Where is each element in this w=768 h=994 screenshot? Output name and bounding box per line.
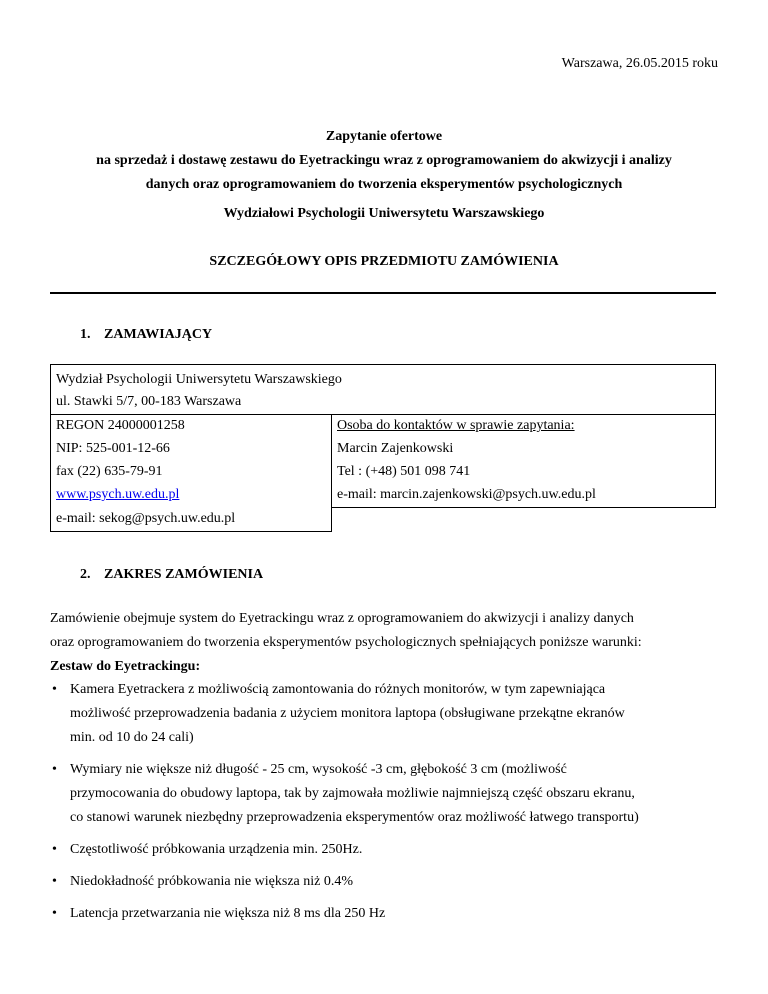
bullet-5-line-1: Latencja przetwarzania nie większa niż 8 ms dla 250 Hz (70, 906, 386, 921)
contact-email: e-mail: marcin.zajenkowski@psych.uw.edu.pl (332, 484, 716, 508)
bullet-icon: • (52, 762, 57, 777)
bullet-2-line-1: Wymiary nie większe niż długość - 25 cm, wysokość -3 cm, głębokość 3 cm (możliwość (70, 762, 567, 777)
section-2-title: ZAKRES ZAMÓWIENIA (104, 567, 264, 582)
bullet-icon: • (52, 682, 57, 697)
contractor-info-table (50, 364, 716, 532)
bullet-1-line-1: Kamera Eyetrackera z możliwością zamontowania do różnych monitorów, w tym zapewniająca (70, 682, 606, 697)
bullet-icon: • (52, 906, 57, 921)
list-item (50, 870, 730, 894)
section-1-heading (80, 327, 212, 343)
contact-name: Marcin Zajenkowski (332, 438, 716, 461)
bullet-2-line-2: przymocowania do obudowy laptopa, tak by zajmowała możliwie najmniejszą część obszaru ekranu, (70, 786, 635, 801)
section-2-heading (80, 567, 263, 583)
eyetracking-subheading: Zestaw do Eyetrackingu: (50, 659, 201, 674)
scope-line-1: Zamówienie obejmuje system do Eyetrackingu wraz z oprogramowaniem do akwizycji i analizy danych (50, 611, 634, 626)
scope-paragraph (50, 607, 730, 679)
bullet-3-line-1: Częstotliwość próbkowania urządzenia min. 250Hz. (70, 842, 363, 857)
org-address: ul. Stawki 5/7, 00-183 Warszawa (51, 391, 716, 415)
document-date: Warszawa, 26.05.2015 roku (561, 56, 718, 71)
org-nip: NIP: 525-001-12-66 (51, 438, 332, 461)
list-item (50, 678, 730, 750)
title-subject-line-2: danych oraz oprogramowaniem do tworzenia eksperymentów psychologicznych (145, 177, 623, 192)
section-main-heading: SZCZEGÓŁOWY OPIS PRZEDMIOTU ZAMÓWIENIA (209, 254, 559, 269)
bullet-icon: • (52, 842, 57, 857)
bullet-4-line-1: Niedokładność próbkowania nie większa niż 0.4% (70, 874, 354, 889)
section-2-number: 2. (80, 567, 91, 582)
org-website-link[interactable]: www.psych.uw.edu.pl (56, 487, 180, 502)
empty-cell (332, 508, 716, 532)
horizontal-divider (50, 292, 716, 294)
org-name: Wydział Psychologii Uniwersytetu Warszawskiego (51, 365, 716, 392)
bullet-icon: • (52, 874, 57, 889)
list-item (50, 902, 730, 926)
section-1-title: ZAMAWIAJĄCY (104, 327, 213, 342)
scope-line-2: oraz oprogramowaniem do tworzenia eksperymentów psychologicznych spełniających poniższe warunki: (50, 635, 642, 650)
requirements-list (50, 678, 730, 934)
contact-label: Osoba do kontaktów w sprawie zapytania: (337, 418, 575, 433)
org-regon: REGON 24000001258 (51, 415, 332, 439)
bullet-1-line-3: min. od 10 do 24 cali) (70, 730, 194, 745)
list-item (50, 838, 730, 862)
bullet-1-line-2: możliwość przeprowadzenia badania z użyciem monitora laptopa (obsługiwane przekątne ekranów (70, 706, 625, 721)
title-subject-line-1: na sprzedaż i dostawę zestawu do Eyetrackingu wraz z oprogramowaniem do akwizycji i analizy (96, 153, 672, 168)
org-email: e-mail: sekog@psych.uw.edu.pl (51, 508, 332, 532)
contact-tel: Tel : (+48) 501 098 741 (332, 461, 716, 484)
list-item (50, 758, 730, 830)
bullet-2-line-3: co stanowi warunek niezbędny przeprowadzenia eksperymentów oraz możliwość łatwego transportu) (70, 810, 639, 825)
document-title: Zapytanie ofertowe (325, 129, 443, 144)
section-1-number: 1. (80, 327, 91, 342)
title-recipient: Wydziałowi Psychologii Uniwersytetu Warszawskiego (223, 206, 545, 221)
org-fax: fax (22) 635-79-91 (51, 461, 332, 484)
